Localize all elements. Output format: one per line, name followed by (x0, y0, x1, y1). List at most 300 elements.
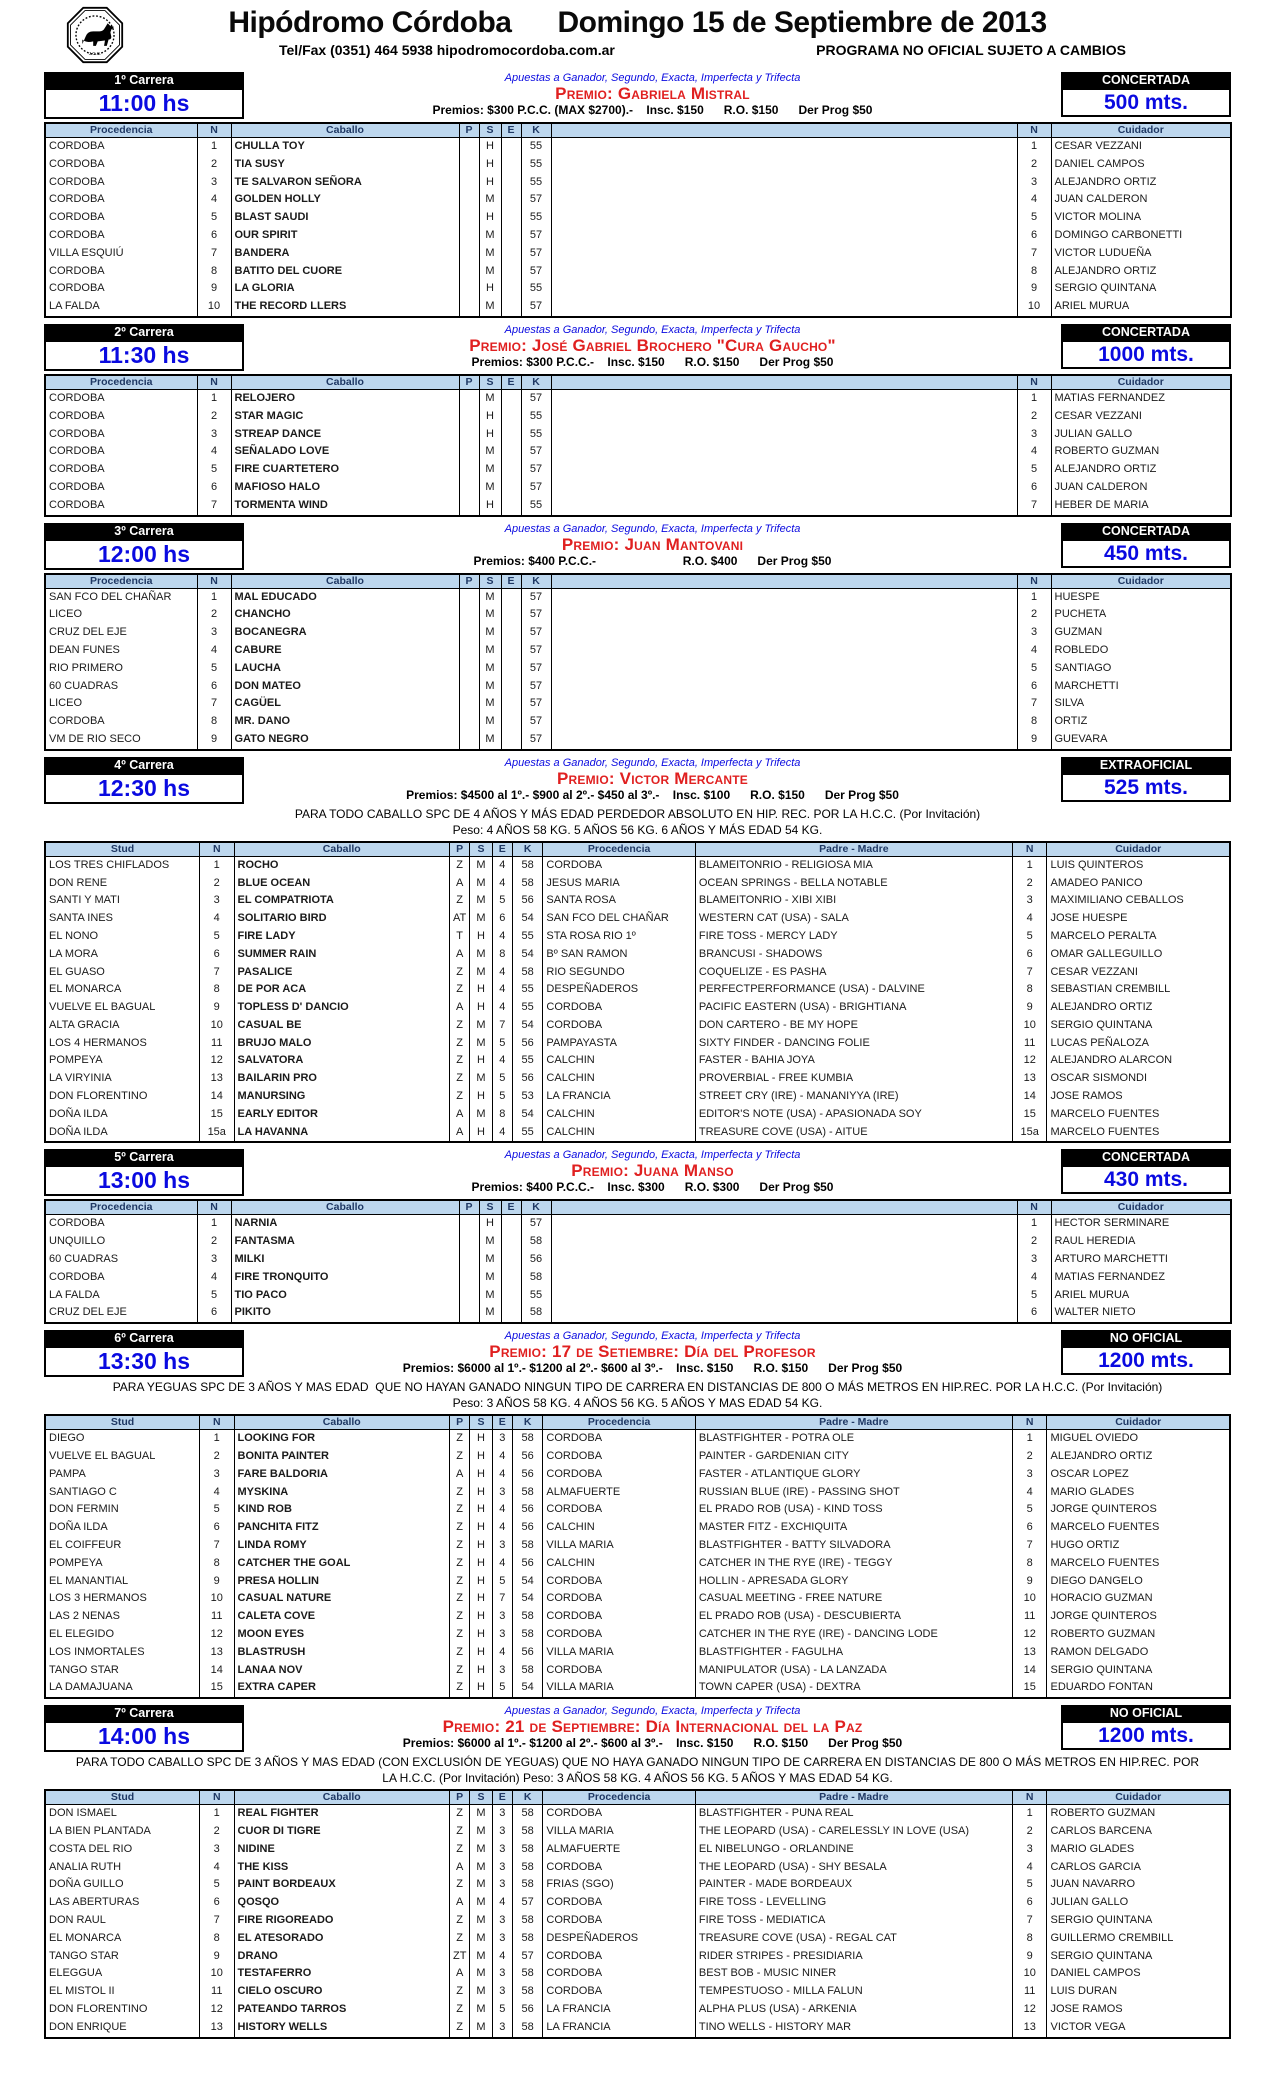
cell-k: 58 (512, 875, 542, 893)
cell-n2: 3 (1017, 624, 1051, 642)
col-header-horse: Caballo (231, 1200, 459, 1215)
cell-n: 3 (199, 1466, 234, 1484)
premio-title: Premio: 17 de Setiembre: Día del Profesor (489, 1342, 816, 1362)
cell-n: 3 (199, 1841, 234, 1859)
cell-stud: CORDOBA (45, 263, 197, 281)
race-distance: 500 mts. (1061, 88, 1231, 117)
cell-horse: TIA SUSY (231, 156, 459, 174)
horse-row (45, 426, 1231, 444)
cell-s: H (470, 1537, 492, 1555)
cell-horse: MYSKINA (234, 1484, 449, 1502)
cell-n: 1 (197, 138, 231, 156)
bets-line: Apuestas a Ganador, Segundo, Exacta, Imperfecta y Trifecta (504, 323, 801, 336)
cell-proc: CORDOBA (543, 856, 695, 874)
cell-parents: PERFECTPERFORMANCE (USA) - DALVINE (695, 981, 1012, 999)
cell-e: 3 (492, 1930, 512, 1948)
cell-horse: BLASTRUSH (234, 1644, 449, 1662)
cell-n: 9 (199, 1573, 234, 1591)
cell-n2: 7 (1017, 245, 1051, 263)
race-time: 14:00 hs (44, 1721, 244, 1752)
horse-row (45, 999, 1230, 1017)
cell-proc: CORDOBA (543, 1017, 695, 1035)
col-header-cuidador: Cuidador (1051, 375, 1231, 390)
cell-horse: TORMENTA WIND (231, 497, 459, 516)
cell-k: 58 (512, 1859, 542, 1877)
premios-line: Premios: $400 P.C.C.- R.O. $400 Der Prog $50 (473, 553, 832, 568)
cell-s: M (479, 678, 501, 696)
cell-n: 11 (199, 1983, 234, 2001)
cell-parents: BRANCUSI - SHADOWS (695, 946, 1012, 964)
col-header-e: E (501, 375, 521, 390)
cell-s: H (470, 1430, 492, 1448)
cell-cuidador: JORGE QUINTEROS (1047, 1501, 1230, 1519)
cell-k: 53 (512, 1088, 542, 1106)
cell-s: M (470, 1070, 492, 1088)
col-header-n2: N (1012, 1415, 1047, 1430)
cell-cuidador: SERGIO QUINTANA (1047, 1662, 1230, 1680)
cell-horse: CATCHER THE GOAL (234, 1555, 449, 1573)
cell-s: M (479, 1251, 501, 1269)
cell-e: 5 (492, 1088, 512, 1106)
cell-parents: CATCHER IN THE RYE (IRE) - TEGGY (695, 1555, 1012, 1573)
cell-s: H (470, 1590, 492, 1608)
cell-n: 6 (197, 1304, 231, 1323)
cell-stud: SANTI Y MATI (45, 892, 199, 910)
col-header-cuidador: Cuidador (1051, 574, 1231, 589)
cell-s: M (470, 1930, 492, 1948)
cell-proc: VILLA MARIA (543, 1644, 695, 1662)
cell-cuidador: VICTOR LUDUEÑA (1051, 245, 1231, 263)
col-header-stud: Stud (45, 1415, 199, 1430)
cell-stud: CORDOBA (45, 191, 197, 209)
cell-s: M (470, 2019, 492, 2038)
cell-n2: 13 (1012, 1644, 1047, 1662)
cell-n2: 4 (1017, 642, 1051, 660)
cell-s: H (470, 1573, 492, 1591)
cell-stud: COSTA DEL RIO (45, 1841, 199, 1859)
condition-line: PARA TODO CABALLO SPC DE 3 AÑOS Y MAS EDAD (CON EXCLUSIÓN DE YEGUAS) QUE NO HAYA GANADO NINGUN TIPO DE CARRERA EN DISTANCIAS DE 800 O MÁS METROS EN HIP.REC. POR (75, 1755, 1200, 1770)
cell-parents: FASTER - BAHIA JOYA (695, 1052, 1012, 1070)
race-time: 12:30 hs (44, 773, 244, 804)
cell-parents: BLASTFIGHTER - POTRA OLE (695, 1430, 1012, 1448)
cell-horse: EL ATESORADO (234, 1930, 449, 1948)
cell-cuidador: HORACIO GUZMAN (1047, 1590, 1230, 1608)
cell-s: M (470, 1894, 492, 1912)
cell-horse: CABURE (231, 642, 459, 660)
cell-p (459, 1304, 479, 1323)
cell-n2: 9 (1012, 999, 1047, 1017)
cell-blank (551, 389, 1017, 407)
col-header-cuidador: Cuidador (1051, 1200, 1231, 1215)
cell-parents: MANIPULATOR (USA) - LA LANZADA (695, 1662, 1012, 1680)
cell-p (459, 660, 479, 678)
cell-stud: CORDOBA (45, 280, 197, 298)
cell-n2: 11 (1012, 1983, 1047, 2001)
cell-parents: WESTERN CAT (USA) - SALA (695, 910, 1012, 928)
cell-n: 2 (199, 1823, 234, 1841)
cell-stud: VUELVE EL BAGUAL (45, 999, 199, 1017)
cell-n2: 9 (1012, 1573, 1047, 1591)
cell-cuidador: CESAR VEZZANI (1051, 408, 1231, 426)
cell-e: 4 (492, 1466, 512, 1484)
cell-parents: PAINTER - MADE BORDEAUX (695, 1876, 1012, 1894)
cell-horse: CAGÜEL (231, 695, 459, 713)
cell-p (459, 245, 479, 263)
cell-k: 58 (521, 1304, 551, 1323)
horse-row (45, 1106, 1230, 1124)
cell-horse: CHULLA TOY (231, 138, 459, 156)
cell-horse: EXTRA CAPER (234, 1679, 449, 1698)
cell-stud: LA FALDA (45, 298, 197, 317)
race-number-label: 5º Carrera (44, 1149, 244, 1165)
cell-stud: TANGO STAR (45, 1662, 199, 1680)
col-header-horse: Caballo (234, 1790, 449, 1805)
cell-n2: 6 (1017, 227, 1051, 245)
cell-horse: NIDINE (234, 1841, 449, 1859)
cell-s: M (479, 713, 501, 731)
horse-row (45, 174, 1231, 192)
cell-stud: LOS TRES CHIFLADOS (45, 856, 199, 874)
cell-s: M (479, 660, 501, 678)
cell-e (501, 1287, 521, 1305)
horse-row (45, 1215, 1231, 1233)
col-header-parents: Padre - Madre (695, 1415, 1012, 1430)
cell-stud: 60 CUADRAS (45, 1251, 197, 1269)
horse-row (45, 227, 1231, 245)
race-header-band (44, 757, 1231, 804)
cell-e: 7 (492, 1017, 512, 1035)
cell-p: Z (449, 1679, 469, 1698)
col-header-n2: N (1017, 123, 1051, 138)
cell-parents: FIRE TOSS - LEVELLING (695, 1894, 1012, 1912)
race-conditions (44, 1752, 1231, 1786)
cell-parents: BEST BOB - MUSIC NINER (695, 1965, 1012, 1983)
cell-stud: CORDOBA (45, 1269, 197, 1287)
cell-cuidador: SEBASTIAN CREMBILL (1047, 981, 1230, 999)
cell-s: H (470, 1519, 492, 1537)
cell-s: M (470, 875, 492, 893)
cell-horse: CHANCHO (231, 606, 459, 624)
cell-s: H (470, 1644, 492, 1662)
cell-stud: DEAN FUNES (45, 642, 197, 660)
cell-stud: CORDOBA (45, 713, 197, 731)
cell-n: 4 (199, 1859, 234, 1877)
cell-cuidador: HEBER DE MARIA (1051, 497, 1231, 516)
race-section (44, 324, 1231, 517)
cell-n2: 3 (1017, 174, 1051, 192)
race-official-badge: NO OFICIAL (1061, 1705, 1231, 1721)
cell-n: 8 (199, 981, 234, 999)
premio-title: Premio: 21 de Septiembre: Día Internacional del la Paz (442, 1717, 863, 1737)
cell-s: M (470, 2001, 492, 2019)
cell-horse: CUOR DI TIGRE (234, 1823, 449, 1841)
bets-line: Apuestas a Ganador, Segundo, Exacta, Imperfecta y Trifecta (504, 72, 801, 84)
unofficial-note: PROGRAMA NO OFICIAL SUJETO A CAMBIOS (816, 42, 1126, 58)
horse-row (45, 1052, 1230, 1070)
cell-e (501, 695, 521, 713)
cell-n2: 1 (1012, 856, 1047, 874)
table-header-row (45, 375, 1231, 390)
cell-n2: 13 (1012, 1070, 1047, 1088)
race-time: 11:30 hs (44, 340, 244, 371)
cell-n: 1 (197, 588, 231, 606)
horse-row (45, 1233, 1231, 1251)
cell-parents: TREASURE COVE (USA) - AITUE (695, 1124, 1012, 1143)
col-header-k: K (521, 375, 551, 390)
horse-row (45, 1035, 1230, 1053)
cell-cuidador: MARIO GLADES (1047, 1484, 1230, 1502)
cell-stud: DON ENRIQUE (45, 2019, 199, 2038)
race-official-badge: EXTRAOFICIAL (1061, 757, 1231, 773)
cell-e: 3 (492, 2019, 512, 2038)
cell-n: 7 (199, 1537, 234, 1555)
cell-p (459, 138, 479, 156)
cell-horse: DON MATEO (231, 678, 459, 696)
cell-s: M (479, 479, 501, 497)
cell-horse: LA GLORIA (231, 280, 459, 298)
cell-cuidador: OSCAR SISMONDI (1047, 1070, 1230, 1088)
cell-cuidador: CARLOS GARCIA (1047, 1859, 1230, 1877)
cell-cuidador: JUAN CALDERON (1051, 191, 1231, 209)
cell-k: 55 (512, 1052, 542, 1070)
cell-k: 55 (512, 999, 542, 1017)
cell-s: M (479, 695, 501, 713)
cell-stud: LOS 4 HERMANOS (45, 1035, 199, 1053)
cell-n: 9 (199, 1948, 234, 1966)
cell-horse: SOLITARIO BIRD (234, 910, 449, 928)
cell-p (459, 1251, 479, 1269)
cell-e: 4 (492, 875, 512, 893)
cell-n: 4 (199, 910, 234, 928)
horse-row (45, 1823, 1230, 1841)
cell-p: A (449, 1965, 469, 1983)
col-header-stud: Stud (45, 1790, 199, 1805)
cell-e: 5 (492, 1035, 512, 1053)
cell-horse: STREAP DANCE (231, 426, 459, 444)
cell-cuidador: VICTOR VEGA (1047, 2019, 1230, 2038)
race-number-label: 1º Carrera (44, 72, 244, 88)
cell-n: 4 (199, 1484, 234, 1502)
cell-horse: THE RECORD LLERS (231, 298, 459, 317)
cell-blank (551, 174, 1017, 192)
col-header-horse: Caballo (234, 842, 449, 857)
col-header-cuidador: Cuidador (1047, 842, 1230, 857)
cell-k: 55 (512, 928, 542, 946)
svg-text:J.C.C.: J.C.C. (88, 50, 102, 56)
cell-n: 6 (197, 227, 231, 245)
cell-n2: 8 (1012, 1555, 1047, 1573)
cell-horse: THE KISS (234, 1859, 449, 1877)
horse-row (45, 642, 1231, 660)
cell-horse: GOLDEN HOLLY (231, 191, 459, 209)
cell-stud: LA BIEN PLANTADA (45, 1823, 199, 1841)
col-header-blank (551, 375, 1017, 390)
cell-n2: 3 (1012, 1841, 1047, 1859)
horse-row (45, 731, 1231, 750)
cell-s: M (470, 1106, 492, 1124)
cell-p: A (449, 1466, 469, 1484)
table-header-row (45, 1415, 1230, 1430)
cell-e: 7 (492, 1590, 512, 1608)
cell-s: H (479, 426, 501, 444)
cell-k: 56 (521, 1251, 551, 1269)
cell-e (501, 713, 521, 731)
cell-cuidador: ROBERTO GUZMAN (1047, 1805, 1230, 1823)
cell-cuidador: CESAR VEZZANI (1047, 964, 1230, 982)
cell-proc: CORDOBA (543, 1608, 695, 1626)
col-header-parents: Padre - Madre (695, 842, 1012, 857)
cell-n2: 2 (1017, 156, 1051, 174)
premio-title: Premio: Victor Mercante (557, 768, 748, 788)
cell-stud: CORDOBA (45, 408, 197, 426)
cell-n: 1 (199, 856, 234, 874)
cell-e (501, 138, 521, 156)
col-header-e: E (492, 1415, 512, 1430)
col-header-e: E (492, 842, 512, 857)
cell-s: M (470, 1983, 492, 2001)
document-header (44, 6, 1231, 66)
cell-cuidador: GUILLERMO CREMBILL (1047, 1930, 1230, 1948)
cell-horse: MAL EDUCADO (231, 588, 459, 606)
cell-p: Z (449, 1823, 469, 1841)
col-header-p: P (459, 375, 479, 390)
cell-e: 8 (492, 946, 512, 964)
cell-n2: 3 (1012, 892, 1047, 910)
cell-p: Z (449, 856, 469, 874)
col-header-s: S (470, 1790, 492, 1805)
cell-parents: PAINTER - GARDENIAN CITY (695, 1448, 1012, 1466)
cell-n: 2 (197, 156, 231, 174)
cell-n2: 6 (1017, 678, 1051, 696)
cell-p: Z (449, 1519, 469, 1537)
cell-stud: VUELVE EL BAGUAL (45, 1448, 199, 1466)
premios-line: Premios: $400 P.C.C.- Insc. $300 R.O. $300 Der Prog $50 (471, 1180, 834, 1195)
cell-stud: LA FALDA (45, 1287, 197, 1305)
cell-s: M (479, 642, 501, 660)
cell-s: H (470, 928, 492, 946)
horse-row (45, 1608, 1230, 1626)
cell-n: 5 (197, 660, 231, 678)
col-header-blank (551, 574, 1017, 589)
cell-proc: FRIAS (SGO) (543, 1876, 695, 1894)
cell-n: 5 (199, 928, 234, 946)
cell-n2: 12 (1012, 1626, 1047, 1644)
cell-e: 3 (492, 1859, 512, 1877)
cell-e (501, 209, 521, 227)
race-distance: 430 mts. (1061, 1165, 1231, 1194)
cell-n: 11 (199, 1608, 234, 1626)
cell-e: 4 (492, 856, 512, 874)
cell-s: M (470, 1912, 492, 1930)
cell-k: 58 (521, 1233, 551, 1251)
cell-n: 8 (199, 1555, 234, 1573)
col-header-k: K (521, 1200, 551, 1215)
cell-stud: CORDOBA (45, 174, 197, 192)
cell-n2: 2 (1012, 1448, 1047, 1466)
horse-row (45, 1519, 1230, 1537)
cell-proc: PAMPAYASTA (543, 1035, 695, 1053)
cell-n: 5 (199, 1501, 234, 1519)
cell-n2: 15 (1012, 1679, 1047, 1698)
cell-horse: MOON EYES (234, 1626, 449, 1644)
cell-k: 57 (521, 606, 551, 624)
cell-cuidador: OMAR GALLEGUILLO (1047, 946, 1230, 964)
cell-k: 58 (512, 1430, 542, 1448)
horse-row (45, 1484, 1230, 1502)
col-header-k: K (512, 1790, 542, 1805)
cell-proc: CORDOBA (543, 1983, 695, 2001)
cell-p (459, 1215, 479, 1233)
cell-cuidador: WALTER NIETO (1051, 1304, 1231, 1323)
cell-n2: 5 (1017, 209, 1051, 227)
cell-n: 3 (197, 174, 231, 192)
cell-blank (551, 461, 1017, 479)
cell-e (501, 479, 521, 497)
cell-e (501, 408, 521, 426)
cell-k: 56 (512, 892, 542, 910)
cell-cuidador: MARCELO FUENTES (1047, 1124, 1230, 1143)
cell-proc: CORDOBA (543, 1626, 695, 1644)
race-number-label: 3º Carrera (44, 523, 244, 539)
cell-proc: ALMAFUERTE (543, 1484, 695, 1502)
cell-horse: FIRE LADY (234, 928, 449, 946)
cell-e (501, 1304, 521, 1323)
horse-row (45, 660, 1231, 678)
cell-n2: 5 (1012, 1501, 1047, 1519)
cell-n2: 4 (1012, 1484, 1047, 1502)
cell-k: 55 (521, 209, 551, 227)
horse-row (45, 408, 1231, 426)
cell-stud: CRUZ DEL EJE (45, 624, 197, 642)
cell-n2: 9 (1017, 731, 1051, 750)
horse-row (45, 695, 1231, 713)
cell-k: 58 (512, 1841, 542, 1859)
cell-k: 57 (521, 731, 551, 750)
cell-proc: CORDOBA (543, 1590, 695, 1608)
cell-horse: FARE BALDORIA (234, 1466, 449, 1484)
cell-blank (551, 426, 1017, 444)
cell-e (501, 426, 521, 444)
cell-n: 8 (197, 263, 231, 281)
race-section (44, 1330, 1231, 1699)
cell-k: 57 (521, 263, 551, 281)
cell-e (501, 497, 521, 516)
cell-horse: ROCHO (234, 856, 449, 874)
table-header-row (45, 1790, 1230, 1805)
cell-horse: LA HAVANNA (234, 1124, 449, 1143)
col-header-n2: N (1017, 574, 1051, 589)
col-header-horse: Caballo (231, 123, 459, 138)
race-time: 12:00 hs (44, 539, 244, 570)
cell-parents: TOWN CAPER (USA) - DEXTRA (695, 1679, 1012, 1698)
cell-e: 4 (492, 1448, 512, 1466)
cell-blank (551, 695, 1017, 713)
cell-cuidador: MARIO GLADES (1047, 1841, 1230, 1859)
cell-horse: BONITA PAINTER (234, 1448, 449, 1466)
cell-stud: SANTA INES (45, 910, 199, 928)
cell-parents: PACIFIC EASTERN (USA) - BRIGHTIANA (695, 999, 1012, 1017)
cell-stud: LA VIRYINIA (45, 1070, 199, 1088)
cell-k: 58 (512, 1930, 542, 1948)
cell-e: 3 (492, 1912, 512, 1930)
cell-horse: FANTASMA (231, 1233, 459, 1251)
cell-cuidador: SERGIO QUINTANA (1047, 1017, 1230, 1035)
cell-n: 10 (199, 1590, 234, 1608)
horse-row (45, 981, 1230, 999)
race-header-band (44, 324, 1231, 371)
cell-k: 56 (512, 1519, 542, 1537)
cell-proc: CORDOBA (543, 1448, 695, 1466)
